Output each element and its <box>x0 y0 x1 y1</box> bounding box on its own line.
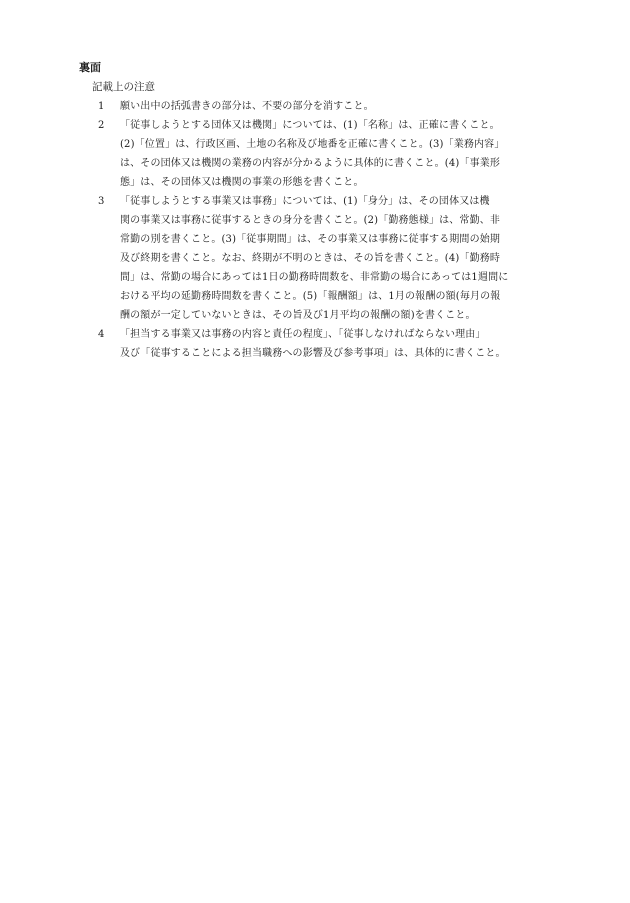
note-line: 間」は、常勤の場合にあっては1日の勤務時間数を、非常勤の場合にあっては1週間に <box>120 272 509 283</box>
note-line: 関の事業又は事務に従事するときの身分を書くこと。(2)「勤務態様」は、常勤、非 <box>120 215 501 226</box>
note-line: 及び終期を書くこと。なお、終期が不明のときは、その旨を書くこと。(4)「勤務時 <box>120 253 501 264</box>
note-line: は、その団体又は機関の業務の内容が分かるように具体的に書くこと。(4)「事業形 <box>120 158 501 169</box>
note-item-3 <box>98 192 558 325</box>
note-line: 常勤の別を書くこと。(3)「従事期間」は、その事業又は事務に従事する期間の始期 <box>120 234 501 245</box>
note-line: おける平均の延勤務時間数を書くこと。(5)「報酬額」は、1月の報酬の額(毎月の報 <box>120 291 501 302</box>
section-heading: 記載上の注意 <box>92 81 155 93</box>
note-number: 1 <box>98 101 105 112</box>
note-line: 及び「従事することによる担当職務への影響及び参考事項」は、具体的に書くこと。 <box>120 348 506 359</box>
note-number: 2 <box>98 120 105 131</box>
notes-list <box>98 97 558 363</box>
note-text <box>120 325 558 363</box>
note-item-2 <box>98 116 558 192</box>
note-line: (2)「位置」は、行政区画、土地の名称及び地番を正確に書くこと。(3)「業務内容」 <box>120 139 505 150</box>
note-number: 3 <box>98 196 105 207</box>
note-line: 「担当する事業又は事務の内容と責任の程度」、「従事しなければならない理由」 <box>120 329 486 340</box>
note-item-4 <box>98 325 558 363</box>
note-line: 「従事しようとする団体又は機関」については、(1)「名称」は、正確に書くこと。 <box>120 120 500 131</box>
note-line: 「従事しようとする事業又は事務」については、(1)「身分」は、その団体又は機 <box>120 196 490 207</box>
note-item-1 <box>98 97 558 116</box>
note-line: 態」は、その団体又は機関の事業の形態を書くこと。 <box>120 177 364 188</box>
note-line: 酬の額が一定していないときは、その旨及び1月平均の報酬の額)を書くこと。 <box>120 310 476 321</box>
note-text <box>120 192 558 325</box>
note-text <box>120 116 558 192</box>
note-line: 願い出中の括弧書きの部分は、不要の部分を消すこと。 <box>120 101 374 112</box>
page-side-label: 裏面 <box>79 61 101 74</box>
note-number: 4 <box>98 329 105 340</box>
note-text <box>120 97 558 116</box>
